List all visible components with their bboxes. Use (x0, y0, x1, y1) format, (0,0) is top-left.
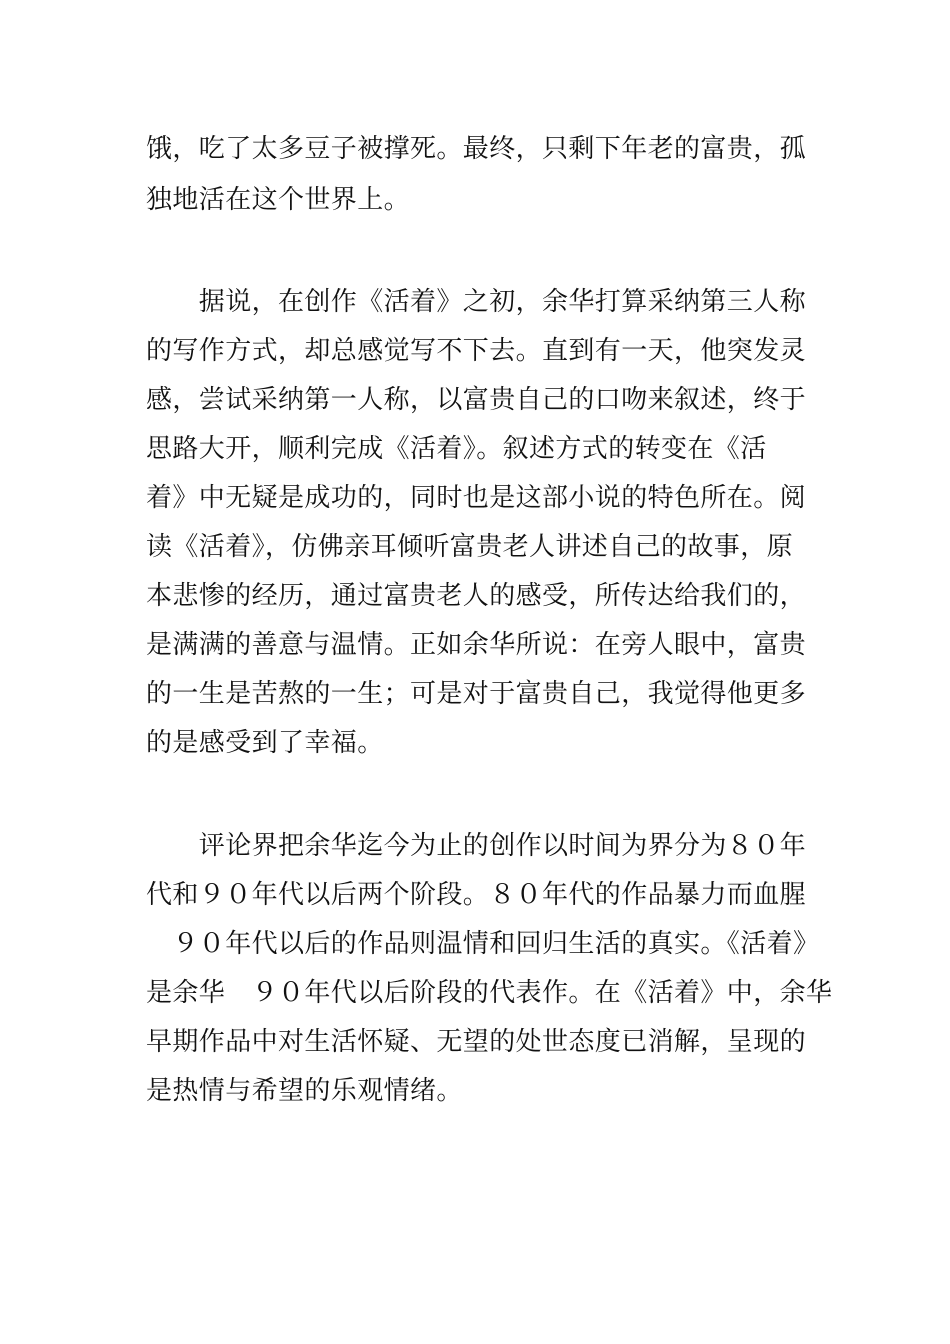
paragraph-2-line-6: 读《活着》，仿佛亲耳倾听富贵老人讲述自己的故事，原 (146, 532, 794, 562)
paragraph-2-line-9: 的一生是苦熬的一生；可是对于富贵自己，我觉得他更多 (146, 679, 807, 709)
paragraph-1-line-1: 饿，吃了太多豆子被撑死。最终，只剩下年老的富贵，孤 (146, 134, 807, 164)
paragraph-3-line-5: 早期作品中对生活怀疑、无望的处世态度已消解，呈现的 (146, 1027, 807, 1057)
paragraph-2-line-2: 的写作方式，却总感觉写不下去。直到有一天，他突发灵 (146, 336, 807, 366)
paragraph-2-line-1: 据说，在创作《活着》之初，余华打算采纳第三人称 (146, 287, 807, 317)
paragraph-2-line-3: 感，尝试采纳第一人称，以富贵自己的口吻来叙述，终于 (146, 385, 807, 415)
paragraph-2-line-8: 是满满的善意与温情。正如余华所说：在旁人眼中，富贵 (146, 630, 807, 660)
paragraph-3-line-4: 是余华 ９０年代以后阶段的代表作。在《活着》中，余华 (146, 978, 833, 1008)
paragraph-1-line-2: 独地活在这个世界上。 (146, 185, 411, 215)
paragraph-3-line-2: 代和９０年代以后两个阶段。８０年代的作品暴力而血腥 (146, 880, 807, 910)
paragraph-2-line-7: 本悲惨的经历，通过富贵老人的感受，所传达给我们的， (146, 581, 807, 611)
paragraph-3-line-3: ９０年代以后的作品则温情和回归生活的真实。《活着》 (146, 929, 820, 959)
paragraph-3-line-6: 是热情与希望的乐观情绪。 (146, 1076, 463, 1106)
paragraph-2-line-4: 思路大开，顺利完成《活着》。叙述方式的转变在《活 (146, 434, 767, 464)
paragraph-2-line-10: 的是感受到了幸福。 (146, 728, 384, 758)
paragraph-3-line-1: 评论界把余华迄今为止的创作以时间为界分为８０年 (146, 831, 807, 861)
paragraph-2-line-5: 着》中无疑是成功的，同时也是这部小说的特色所在。阅 (146, 483, 807, 513)
